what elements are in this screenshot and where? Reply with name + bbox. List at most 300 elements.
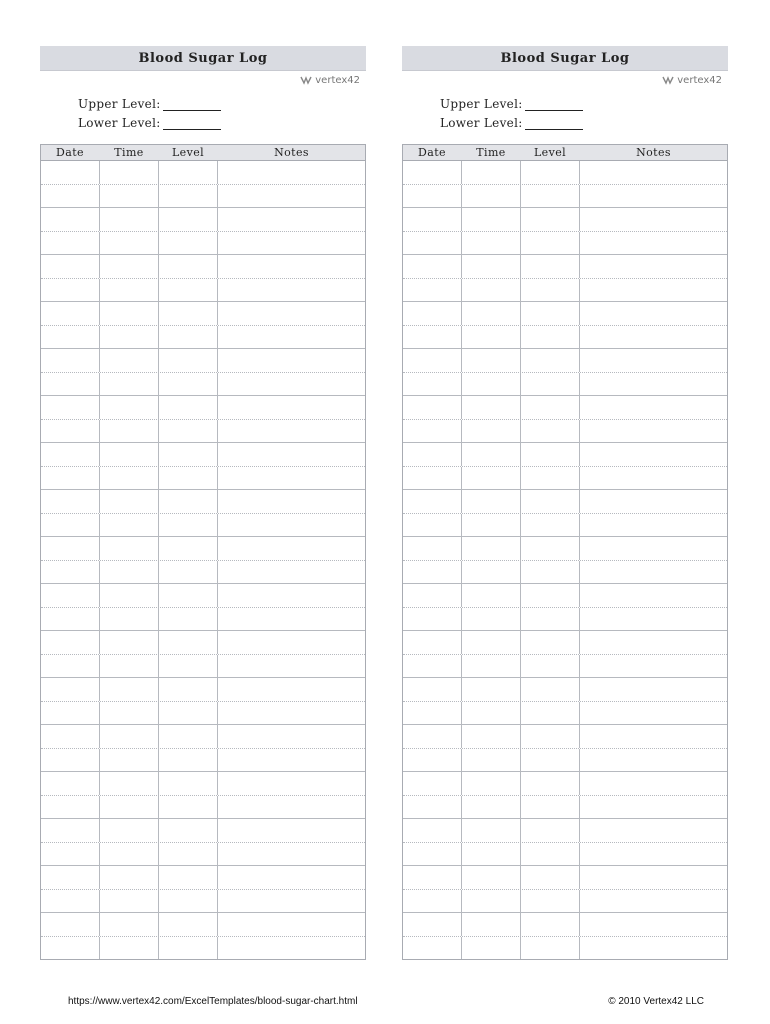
cell-date[interactable] bbox=[41, 843, 100, 866]
cell-notes[interactable] bbox=[218, 749, 365, 772]
cell-level[interactable] bbox=[521, 608, 580, 631]
cell-level[interactable] bbox=[159, 396, 218, 419]
upper-level-field[interactable] bbox=[440, 92, 728, 111]
cell-date[interactable] bbox=[403, 584, 462, 607]
cell-time[interactable] bbox=[100, 232, 159, 255]
cell-date[interactable] bbox=[41, 443, 100, 466]
cell-time[interactable] bbox=[100, 326, 159, 349]
cell-level[interactable] bbox=[159, 490, 218, 513]
cell-date[interactable] bbox=[41, 866, 100, 889]
cell-notes[interactable] bbox=[580, 655, 727, 678]
cell-date[interactable] bbox=[41, 373, 100, 396]
cell-level[interactable] bbox=[521, 420, 580, 443]
cell-date[interactable] bbox=[41, 937, 100, 960]
cell-date[interactable] bbox=[403, 890, 462, 913]
cell-time[interactable] bbox=[100, 655, 159, 678]
cell-date[interactable] bbox=[403, 349, 462, 372]
cell-level[interactable] bbox=[159, 608, 218, 631]
lower-level-label: Lower Level: bbox=[440, 116, 523, 130]
cell-level[interactable] bbox=[521, 584, 580, 607]
cell-notes[interactable] bbox=[580, 843, 727, 866]
cell-date[interactable] bbox=[41, 302, 100, 325]
cell-level[interactable] bbox=[159, 161, 218, 184]
cell-date[interactable] bbox=[41, 537, 100, 560]
cell-time[interactable] bbox=[462, 749, 521, 772]
cell-notes[interactable] bbox=[218, 772, 365, 795]
cell-date[interactable] bbox=[403, 796, 462, 819]
cell-notes[interactable] bbox=[218, 608, 365, 631]
cell-level[interactable] bbox=[521, 913, 580, 936]
cell-time[interactable] bbox=[462, 796, 521, 819]
cell-date[interactable] bbox=[403, 279, 462, 302]
cell-date[interactable] bbox=[41, 702, 100, 725]
cell-level[interactable] bbox=[521, 890, 580, 913]
cell-notes[interactable] bbox=[218, 161, 365, 184]
column-header-notes: Notes bbox=[274, 146, 309, 159]
cell-level[interactable] bbox=[159, 514, 218, 537]
cell-date[interactable] bbox=[41, 232, 100, 255]
cell-time[interactable] bbox=[100, 678, 159, 701]
cell-time[interactable] bbox=[462, 185, 521, 208]
cell-date[interactable] bbox=[403, 819, 462, 842]
upper-level-field[interactable] bbox=[78, 92, 366, 111]
cell-level[interactable] bbox=[521, 749, 580, 772]
cell-notes[interactable] bbox=[218, 349, 365, 372]
cell-time[interactable] bbox=[100, 631, 159, 654]
cell-level[interactable] bbox=[521, 208, 580, 231]
cell-notes[interactable] bbox=[218, 678, 365, 701]
cell-level[interactable] bbox=[159, 843, 218, 866]
cell-date[interactable] bbox=[403, 937, 462, 960]
cell-time[interactable] bbox=[462, 232, 521, 255]
cell-notes[interactable] bbox=[580, 866, 727, 889]
cell-notes[interactable] bbox=[218, 514, 365, 537]
cell-level[interactable] bbox=[521, 490, 580, 513]
cell-date[interactable] bbox=[41, 749, 100, 772]
cell-notes[interactable] bbox=[580, 561, 727, 584]
cell-level[interactable] bbox=[159, 279, 218, 302]
cell-date[interactable] bbox=[41, 631, 100, 654]
cell-date[interactable] bbox=[41, 655, 100, 678]
cell-notes[interactable] bbox=[218, 467, 365, 490]
cell-level[interactable] bbox=[521, 561, 580, 584]
cell-date[interactable] bbox=[403, 185, 462, 208]
cell-notes[interactable] bbox=[580, 819, 727, 842]
cell-level[interactable] bbox=[521, 631, 580, 654]
cell-date[interactable] bbox=[403, 420, 462, 443]
cell-date[interactable] bbox=[41, 561, 100, 584]
cell-date[interactable] bbox=[41, 772, 100, 795]
cell-notes[interactable] bbox=[580, 232, 727, 255]
cell-level[interactable] bbox=[159, 749, 218, 772]
cell-time[interactable] bbox=[462, 490, 521, 513]
log-table bbox=[402, 144, 728, 960]
cell-time[interactable] bbox=[100, 561, 159, 584]
cell-time[interactable] bbox=[462, 561, 521, 584]
cell-notes[interactable] bbox=[580, 937, 727, 960]
cell-level[interactable] bbox=[159, 185, 218, 208]
cell-level[interactable] bbox=[159, 819, 218, 842]
cell-time[interactable] bbox=[100, 890, 159, 913]
cell-time[interactable] bbox=[462, 514, 521, 537]
cell-notes[interactable] bbox=[218, 185, 365, 208]
cell-level[interactable] bbox=[159, 702, 218, 725]
cell-time[interactable] bbox=[462, 208, 521, 231]
cell-date[interactable] bbox=[41, 608, 100, 631]
cell-notes[interactable] bbox=[218, 232, 365, 255]
cell-level[interactable] bbox=[521, 514, 580, 537]
cell-time[interactable] bbox=[100, 772, 159, 795]
cell-notes[interactable] bbox=[580, 185, 727, 208]
cell-date[interactable] bbox=[41, 819, 100, 842]
cell-time[interactable] bbox=[462, 866, 521, 889]
cell-notes[interactable] bbox=[580, 373, 727, 396]
cell-notes[interactable] bbox=[580, 678, 727, 701]
cell-notes[interactable] bbox=[218, 702, 365, 725]
cell-time[interactable] bbox=[462, 702, 521, 725]
lower-level-blank[interactable] bbox=[525, 117, 583, 130]
cell-notes[interactable] bbox=[218, 255, 365, 278]
cell-date[interactable] bbox=[41, 349, 100, 372]
cell-notes[interactable] bbox=[218, 208, 365, 231]
cell-time[interactable] bbox=[100, 584, 159, 607]
cell-level[interactable] bbox=[159, 796, 218, 819]
cell-time[interactable] bbox=[462, 255, 521, 278]
cell-notes[interactable] bbox=[580, 255, 727, 278]
cell-notes[interactable] bbox=[218, 561, 365, 584]
cell-date[interactable] bbox=[403, 161, 462, 184]
cell-notes[interactable] bbox=[580, 537, 727, 560]
cell-time[interactable] bbox=[462, 678, 521, 701]
cell-notes[interactable] bbox=[218, 866, 365, 889]
cell-notes[interactable] bbox=[218, 819, 365, 842]
cell-time[interactable] bbox=[462, 819, 521, 842]
cell-date[interactable] bbox=[41, 913, 100, 936]
cell-level[interactable] bbox=[159, 725, 218, 748]
cell-notes[interactable] bbox=[218, 537, 365, 560]
cell-time[interactable] bbox=[462, 725, 521, 748]
cell-date[interactable] bbox=[403, 725, 462, 748]
cell-level[interactable] bbox=[521, 843, 580, 866]
cell-time[interactable] bbox=[100, 608, 159, 631]
table-row bbox=[41, 655, 365, 679]
cell-notes[interactable] bbox=[218, 843, 365, 866]
cell-time[interactable] bbox=[100, 467, 159, 490]
cell-notes[interactable] bbox=[580, 749, 727, 772]
cell-notes[interactable] bbox=[218, 890, 365, 913]
cell-time[interactable] bbox=[462, 655, 521, 678]
cell-date[interactable] bbox=[41, 326, 100, 349]
cell-time[interactable] bbox=[462, 279, 521, 302]
cell-notes[interactable] bbox=[580, 420, 727, 443]
cell-time[interactable] bbox=[462, 772, 521, 795]
cell-notes[interactable] bbox=[580, 584, 727, 607]
cell-notes[interactable] bbox=[218, 279, 365, 302]
cell-date[interactable] bbox=[403, 208, 462, 231]
cell-date[interactable] bbox=[403, 232, 462, 255]
cell-notes[interactable] bbox=[218, 937, 365, 960]
table-header bbox=[41, 145, 365, 161]
cell-date[interactable] bbox=[403, 631, 462, 654]
cell-time[interactable] bbox=[462, 161, 521, 184]
cell-level[interactable] bbox=[521, 232, 580, 255]
cell-level[interactable] bbox=[521, 185, 580, 208]
lower-level-field[interactable] bbox=[78, 111, 366, 130]
cell-level[interactable] bbox=[521, 537, 580, 560]
cell-level[interactable] bbox=[159, 866, 218, 889]
cell-date[interactable] bbox=[41, 185, 100, 208]
cell-notes[interactable] bbox=[218, 584, 365, 607]
cell-date[interactable] bbox=[403, 514, 462, 537]
cell-notes[interactable] bbox=[580, 349, 727, 372]
cell-time[interactable] bbox=[100, 443, 159, 466]
cell-date[interactable] bbox=[41, 584, 100, 607]
table-row bbox=[41, 396, 365, 420]
footer-url[interactable]: https://www.vertex42.com/ExcelTemplates/blood-sugar-chart.html bbox=[68, 996, 358, 1007]
cell-level[interactable] bbox=[521, 302, 580, 325]
table-row bbox=[41, 232, 365, 256]
cell-date[interactable] bbox=[403, 443, 462, 466]
cell-date[interactable] bbox=[403, 702, 462, 725]
cell-time[interactable] bbox=[100, 796, 159, 819]
cell-level[interactable] bbox=[159, 373, 218, 396]
cell-notes[interactable] bbox=[218, 631, 365, 654]
table-row bbox=[403, 702, 727, 726]
cell-level[interactable] bbox=[159, 349, 218, 372]
cell-time[interactable] bbox=[462, 608, 521, 631]
cell-date[interactable] bbox=[403, 302, 462, 325]
cell-notes[interactable] bbox=[580, 913, 727, 936]
cell-time[interactable] bbox=[462, 302, 521, 325]
cell-date[interactable] bbox=[403, 490, 462, 513]
column-header-date: Date bbox=[403, 145, 462, 160]
cell-time[interactable] bbox=[462, 631, 521, 654]
cell-date[interactable] bbox=[403, 326, 462, 349]
cell-date[interactable] bbox=[403, 866, 462, 889]
cell-date[interactable] bbox=[41, 514, 100, 537]
cell-notes[interactable] bbox=[580, 608, 727, 631]
lower-level-blank[interactable] bbox=[163, 117, 221, 130]
cell-level[interactable] bbox=[521, 702, 580, 725]
cell-time[interactable] bbox=[100, 725, 159, 748]
cell-date[interactable] bbox=[41, 161, 100, 184]
cell-date[interactable] bbox=[41, 678, 100, 701]
cell-date[interactable] bbox=[403, 467, 462, 490]
cell-level[interactable] bbox=[521, 161, 580, 184]
cell-notes[interactable] bbox=[218, 396, 365, 419]
cell-notes[interactable] bbox=[580, 467, 727, 490]
cell-notes[interactable] bbox=[580, 161, 727, 184]
blood-sugar-log-left bbox=[40, 46, 366, 960]
cell-date[interactable] bbox=[403, 608, 462, 631]
cell-level[interactable] bbox=[159, 584, 218, 607]
cell-date[interactable] bbox=[41, 796, 100, 819]
cell-level[interactable] bbox=[159, 890, 218, 913]
cell-time[interactable] bbox=[462, 443, 521, 466]
cell-notes[interactable] bbox=[218, 655, 365, 678]
cell-time[interactable] bbox=[100, 702, 159, 725]
cell-time[interactable] bbox=[100, 819, 159, 842]
cell-time[interactable] bbox=[462, 467, 521, 490]
cell-level[interactable] bbox=[159, 655, 218, 678]
cell-time[interactable] bbox=[100, 302, 159, 325]
cell-notes[interactable] bbox=[580, 490, 727, 513]
cell-notes[interactable] bbox=[580, 631, 727, 654]
cell-date[interactable] bbox=[403, 396, 462, 419]
cell-notes[interactable] bbox=[218, 326, 365, 349]
cell-time[interactable] bbox=[100, 161, 159, 184]
cell-date[interactable] bbox=[403, 913, 462, 936]
cell-level[interactable] bbox=[159, 913, 218, 936]
cell-time[interactable] bbox=[100, 866, 159, 889]
cell-level[interactable] bbox=[521, 937, 580, 960]
cell-date[interactable] bbox=[41, 255, 100, 278]
cell-time[interactable] bbox=[100, 349, 159, 372]
cell-level[interactable] bbox=[159, 678, 218, 701]
cell-date[interactable] bbox=[41, 420, 100, 443]
cell-level[interactable] bbox=[159, 772, 218, 795]
cell-level[interactable] bbox=[159, 255, 218, 278]
cell-time[interactable] bbox=[462, 937, 521, 960]
cell-date[interactable] bbox=[41, 725, 100, 748]
cell-level[interactable] bbox=[521, 678, 580, 701]
table-row bbox=[403, 584, 727, 608]
cell-notes[interactable] bbox=[580, 796, 727, 819]
upper-level-blank[interactable] bbox=[163, 98, 221, 111]
table-row bbox=[403, 161, 727, 185]
cell-date[interactable] bbox=[41, 396, 100, 419]
cell-level[interactable] bbox=[521, 467, 580, 490]
cell-level[interactable] bbox=[159, 467, 218, 490]
cell-notes[interactable] bbox=[218, 725, 365, 748]
cell-notes[interactable] bbox=[580, 302, 727, 325]
cell-level[interactable] bbox=[159, 326, 218, 349]
cell-notes[interactable] bbox=[580, 396, 727, 419]
cell-time[interactable] bbox=[100, 537, 159, 560]
cell-notes[interactable] bbox=[218, 913, 365, 936]
cell-date[interactable] bbox=[403, 749, 462, 772]
cell-level[interactable] bbox=[159, 937, 218, 960]
cell-time[interactable] bbox=[462, 913, 521, 936]
cell-time[interactable] bbox=[100, 396, 159, 419]
cell-level[interactable] bbox=[521, 443, 580, 466]
cell-time[interactable] bbox=[462, 890, 521, 913]
cell-level[interactable] bbox=[159, 561, 218, 584]
cell-level[interactable] bbox=[159, 302, 218, 325]
cell-time[interactable] bbox=[100, 749, 159, 772]
cell-date[interactable] bbox=[403, 561, 462, 584]
cell-level[interactable] bbox=[521, 725, 580, 748]
cell-time[interactable] bbox=[462, 420, 521, 443]
table-row bbox=[41, 255, 365, 279]
cell-notes[interactable] bbox=[218, 302, 365, 325]
cell-notes[interactable] bbox=[580, 326, 727, 349]
cell-time[interactable] bbox=[462, 584, 521, 607]
cell-date[interactable] bbox=[403, 255, 462, 278]
cell-time[interactable] bbox=[100, 279, 159, 302]
cell-notes[interactable] bbox=[580, 208, 727, 231]
cell-time[interactable] bbox=[100, 208, 159, 231]
cell-notes[interactable] bbox=[218, 443, 365, 466]
cell-time[interactable] bbox=[100, 420, 159, 443]
cell-date[interactable] bbox=[403, 843, 462, 866]
cell-notes[interactable] bbox=[218, 420, 365, 443]
cell-notes[interactable] bbox=[580, 725, 727, 748]
cell-time[interactable] bbox=[462, 349, 521, 372]
cell-level[interactable] bbox=[521, 349, 580, 372]
upper-level-blank[interactable] bbox=[525, 98, 583, 111]
table-row bbox=[41, 772, 365, 796]
lower-level-field[interactable] bbox=[440, 111, 728, 130]
cell-time[interactable] bbox=[462, 326, 521, 349]
cell-notes[interactable] bbox=[580, 279, 727, 302]
cell-notes[interactable] bbox=[580, 890, 727, 913]
cell-time[interactable] bbox=[100, 185, 159, 208]
cell-level[interactable] bbox=[521, 819, 580, 842]
cell-level[interactable] bbox=[159, 232, 218, 255]
table-row bbox=[403, 866, 727, 890]
cell-date[interactable] bbox=[41, 208, 100, 231]
cell-level[interactable] bbox=[521, 772, 580, 795]
cell-level[interactable] bbox=[159, 208, 218, 231]
cell-notes[interactable] bbox=[580, 702, 727, 725]
cell-level[interactable] bbox=[159, 420, 218, 443]
cell-date[interactable] bbox=[403, 373, 462, 396]
cell-level[interactable] bbox=[521, 866, 580, 889]
cell-level[interactable] bbox=[521, 326, 580, 349]
column-header-notes: Notes bbox=[636, 146, 671, 159]
cell-date[interactable] bbox=[41, 279, 100, 302]
cell-time[interactable] bbox=[462, 537, 521, 560]
cell-notes[interactable] bbox=[218, 796, 365, 819]
cell-date[interactable] bbox=[41, 467, 100, 490]
cell-level[interactable] bbox=[521, 373, 580, 396]
cell-notes[interactable] bbox=[218, 373, 365, 396]
cell-time[interactable] bbox=[100, 514, 159, 537]
table-row bbox=[403, 608, 727, 632]
cell-date[interactable] bbox=[41, 490, 100, 513]
cell-time[interactable] bbox=[100, 937, 159, 960]
cell-level[interactable] bbox=[521, 396, 580, 419]
cell-date[interactable] bbox=[403, 678, 462, 701]
cell-notes[interactable] bbox=[580, 772, 727, 795]
cell-date[interactable] bbox=[403, 655, 462, 678]
cell-time[interactable] bbox=[100, 490, 159, 513]
cell-notes[interactable] bbox=[580, 443, 727, 466]
cell-time[interactable] bbox=[462, 396, 521, 419]
cell-time[interactable] bbox=[100, 913, 159, 936]
table-row bbox=[403, 396, 727, 420]
cell-level[interactable] bbox=[159, 443, 218, 466]
cell-level[interactable] bbox=[159, 537, 218, 560]
cell-notes[interactable] bbox=[580, 514, 727, 537]
cell-time[interactable] bbox=[462, 843, 521, 866]
cell-time[interactable] bbox=[100, 843, 159, 866]
cell-level[interactable] bbox=[521, 279, 580, 302]
cell-level[interactable] bbox=[521, 655, 580, 678]
cell-level[interactable] bbox=[521, 255, 580, 278]
cell-level[interactable] bbox=[521, 796, 580, 819]
cell-notes[interactable] bbox=[218, 490, 365, 513]
cell-date[interactable] bbox=[41, 890, 100, 913]
cell-time[interactable] bbox=[100, 255, 159, 278]
cell-date[interactable] bbox=[403, 772, 462, 795]
cell-date[interactable] bbox=[403, 537, 462, 560]
cell-time[interactable] bbox=[462, 373, 521, 396]
cell-time[interactable] bbox=[100, 373, 159, 396]
cell-level[interactable] bbox=[159, 631, 218, 654]
table-row bbox=[403, 443, 727, 467]
